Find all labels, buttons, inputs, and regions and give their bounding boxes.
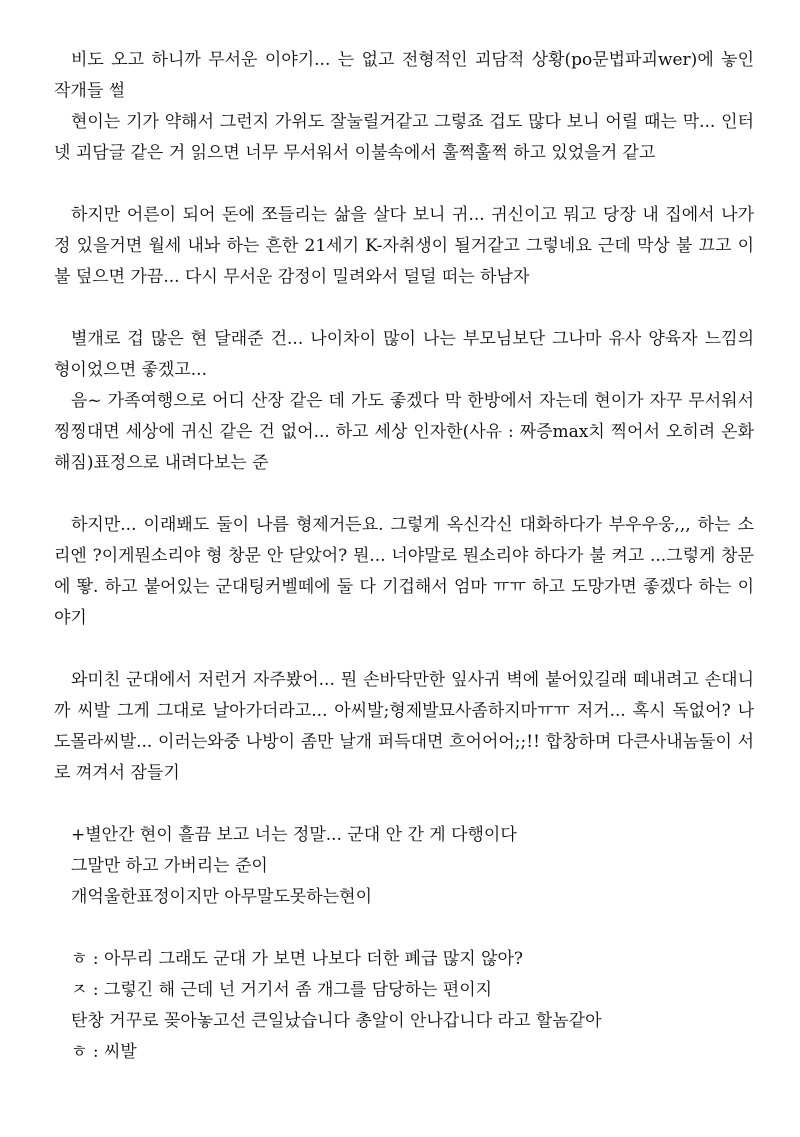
extra-line: 그말만 하고 가버리는 준이 — [71, 856, 268, 876]
paragraph: 하지만... 이래봬도 둘이 나름 형제거든요. 그렇게 옥신각신 대화하다가 부우우웅,,, 하는 소리엔 ?이게뭔소리야 형 창문 안 닫았어? 뭔... 너야말로 뭔소리야 하다가 불 켜고 ...그렇게 창문에 뙇. 하고 붙어있는 군대팅커벨떼에 둘 다 기겁해서 엄마 ㅠㅠ 하고 도망가면 좋겠다 하는 이야기 — [54, 515, 754, 628]
dialogue-line: ㅎ : 씨발 — [71, 1042, 137, 1062]
paragraph: 하지만 어른이 되어 돈에 쪼들리는 삶을 살다 보니 귀... 귀신이고 뭐고 당장 내 집에서 나가 정 있을거면 월세 내놔 하는 흔한 21세기 K-자취생이 될거같고 그렇네요 근데 막상 불 끄고 이불 덮으면 가끔... 다시 무서운 감정이 밀려와서 덜덜 떠는 하남자 — [54, 205, 754, 287]
blank-line — [54, 913, 754, 944]
extra-line: +별안간 현이 흘끔 보고 너는 정말... 군대 안 간 게 다행이다 — [71, 825, 517, 845]
dialogue-line: ㅎ : 아무리 그래도 군대 가 보면 나보다 더한 폐급 많지 않아? — [71, 949, 523, 969]
paragraph: 비도 오고 하니까 무서운 이야기... 는 없고 전형적인 괴담적 상황(po문법파괴wer)에 놓인 작개들 썰 — [54, 50, 754, 101]
blank-line — [54, 634, 754, 665]
paragraph: 현이는 기가 약해서 그런지 가위도 잘눌릴거같고 그렇죠 겁도 많다 보니 어릴 때는 막... 인터넷 괴담글 같은 거 읽으면 너무 무서워서 이불속에서 훌쩍훌쩍 하고 있었을거 같고 — [54, 112, 754, 163]
paragraph: 별개로 겁 많은 현 달래준 건... 나이차이 많이 나는 부모님보단 그나마 유사 양육자 느낌의 형이었으면 좋겠고... — [54, 329, 754, 380]
blank-line — [54, 169, 754, 200]
dialogue-line: ㅈ : 그렇긴 해 근데 넌 거기서 좀 개그를 담당하는 편이지 — [71, 980, 493, 1000]
blank-line — [54, 479, 754, 510]
document-page — [54, 45, 754, 1068]
dialogue-line: 탄창 거꾸로 꽂아놓고선 큰일났습니다 총알이 안나갑니다 라고 할놈같아 — [71, 1011, 602, 1031]
paragraph: 와미친 군대에서 저런거 자주봤어... 뭔 손바닥만한 잎사귀 벽에 붙어있길래 떼내려고 손대니까 씨발 그게 그대로 날아가더라고... 아씨발;형제발묘사좀하지마ㅠㅠ 저거... 혹시 독없어? 나도몰라씨발... 이러는와중 나방이 좀만 날개 퍼득대면 흐어어어;;!! 합창하며 다큰사내놈둘이 서로 껴겨서 잠들기 — [54, 670, 754, 783]
extra-line: 개억울한표정이지만 아무말도못하는현이 — [71, 887, 372, 907]
blank-line — [54, 789, 754, 820]
blank-line — [54, 293, 754, 324]
paragraph: 음~ 가족여행으로 어디 산장 같은 데 가도 좋겠다 막 한방에서 자는데 현이가 자꾸 무서워서 찡찡대면 세상에 귀신 같은 건 없어... 하고 세상 인자한(사유 : 짜증max치 찍어서 오히려 온화해짐)표정으로 내려다보는 준 — [54, 391, 754, 473]
